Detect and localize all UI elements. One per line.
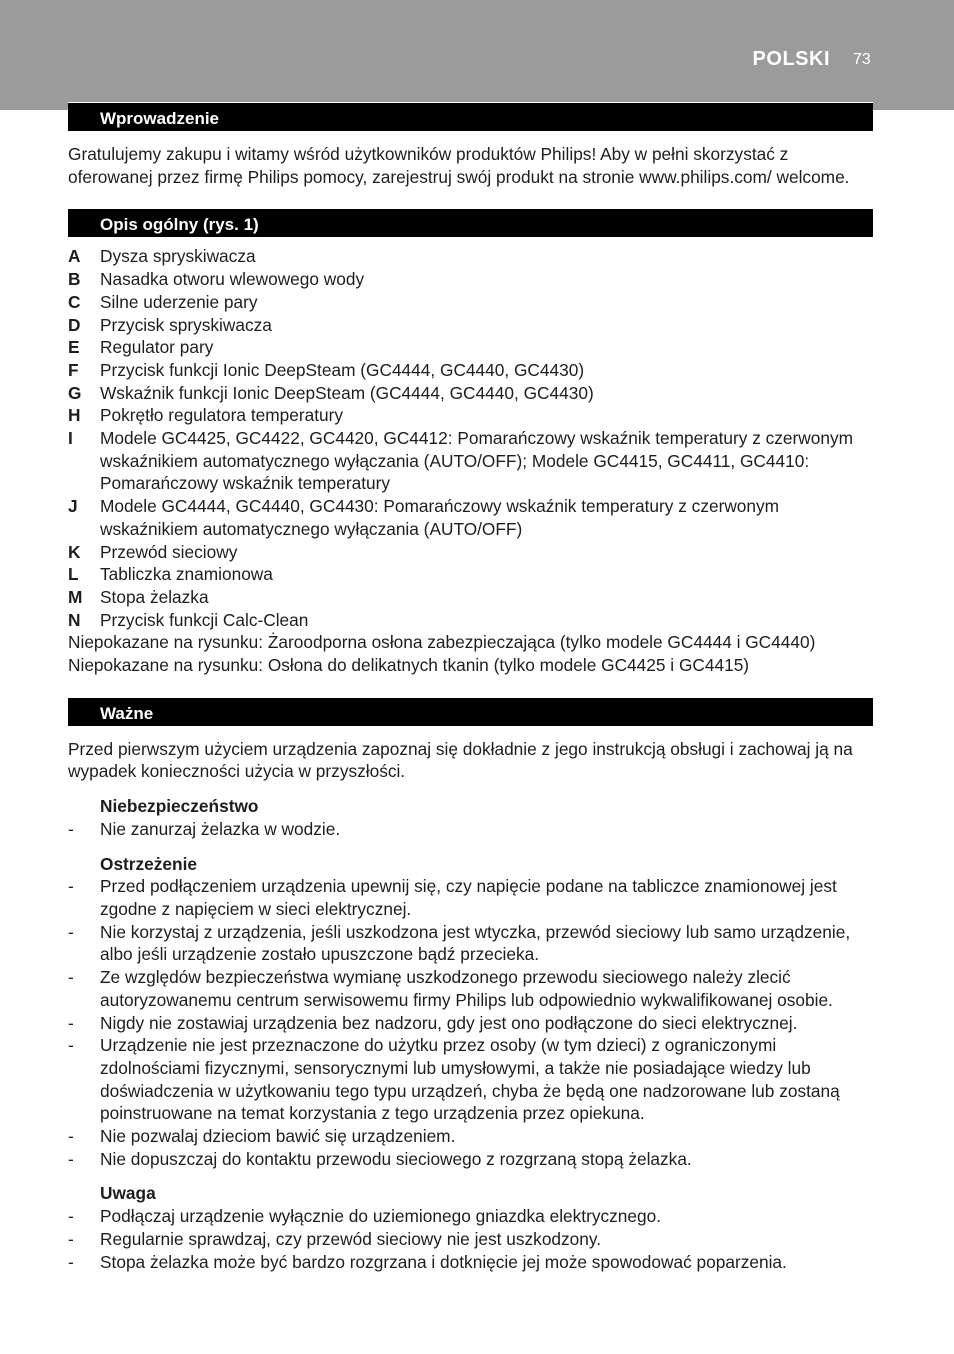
list-item: A Dysza spryskiwacza xyxy=(68,246,256,267)
list-item: N Przycisk funkcji Calc-Clean xyxy=(68,609,309,630)
list-item: - Nie korzystaj z urządzenia, jeśli uszkodzona jest wtyczka, przewód sieciowy lub samo urządzenie, albo jeśli urządzenie zostało upuszczone bądź przecieka. xyxy=(68,921,851,965)
intro-paragraph: Gratulujemy zakupu i witamy wśród użytkowników produktów Philips! Aby w pełni skorzystać z oferowanej przez firmę Philips pomocy, zarejestruj swój produkt na stronie www.philips.com/ welcome. xyxy=(68,144,850,187)
header-bar xyxy=(0,0,954,110)
list-item: - Nie dopuszczaj do kontaktu przewodu sieciowego z rozgrzaną stopą żelazka. xyxy=(68,1148,692,1169)
section-heading-overview: Opis ogólny (rys. 1) xyxy=(68,208,873,237)
important-intro: Przed pierwszym użyciem urządzenia zapoznaj się dokładnie z jego instrukcją obsługi i zachowaj ją na wypadek konieczności użycia w przyszłości. xyxy=(68,738,853,782)
section-heading-intro: Wprowadzenie xyxy=(68,102,873,131)
danger-heading: Niebezpieczeństwo xyxy=(100,796,259,817)
list-item: - Stopa żelazka może być bardzo rozgrzana i dotknięcie jej może spowodować poparzenia. xyxy=(68,1251,787,1272)
list-item: J Modele GC4444, GC4440, GC4430: Pomarańczowy wskaźnik temperatury z czerwonym wskaźnikiem automatycznego wyłączania (AUTO/OFF) xyxy=(68,496,780,539)
list-item: - Podłączaj urządzenie wyłącznie do uziemionego gniazdka elektrycznego. xyxy=(68,1206,662,1227)
language-label: POLSKI xyxy=(752,48,830,70)
list-item: K Przewód sieciowy xyxy=(68,541,238,562)
list-item: - Ze względów bezpieczeństwa wymianę uszkodzonego przewodu sieciowego należy zlecić autoryzowanemu centrum serwisowemu firmy Philips lub odpowiednio wykwalifikowanej osobie. xyxy=(68,967,833,1010)
list-item: M Stopa żelazka xyxy=(68,586,209,607)
list-item: D Przycisk spryskiwacza xyxy=(68,314,272,335)
list-item: - Nie pozwalaj dzieciom bawić się urządzeniem. xyxy=(68,1126,456,1147)
note-fabric-protector: Niepokazane na rysunku: Osłona do delikatnych tkanin (tylko modele GC4425 i GC4415) xyxy=(68,655,750,676)
list-item: - Regularnie sprawdzaj, czy przewód sieciowy nie jest uszkodzony. xyxy=(68,1228,602,1249)
warning-list xyxy=(68,875,873,1170)
list-item: I Modele GC4425, GC4422, GC4420, GC4412: Pomarańczowy wskaźnik temperatury z czerwonym wskaźnikiem automatycznego wyłączania (AUTO/OFF); Modele GC4415, GC4411, GC4410: Pomarańczowy wskaźnik temperatury xyxy=(68,428,854,494)
list-item: - Nigdy nie zostawiaj urządzenia bez nadzoru, gdy jest ono podłączone do sieci elektrycznej. xyxy=(68,1012,798,1033)
list-item: C Silne uderzenie pary xyxy=(68,291,258,312)
list-item: B Nasadka otworu wlewowego wody xyxy=(68,269,365,290)
parts-list xyxy=(68,245,873,631)
danger-list xyxy=(68,818,873,841)
list-item: L Tabliczka znamionowa xyxy=(68,564,273,585)
list-item: - Nie zanurzaj żelazka w wodzie. xyxy=(68,818,341,839)
caution-list xyxy=(68,1205,873,1273)
list-item: G Wskaźnik funkcji Ionic DeepSteam (GC4444, GC4440, GC4430) xyxy=(68,382,594,403)
section-heading-important: Ważne xyxy=(68,697,873,726)
caution-heading: Uwaga xyxy=(100,1183,156,1204)
warning-heading: Ostrzeżenie xyxy=(100,853,198,874)
list-item: - Przed podłączeniem urządzenia upewnij się, czy napięcie podane na tabliczce znamionowej jest zgodne z napięciem w sieci elektrycznej. xyxy=(68,876,837,919)
list-item: E Regulator pary xyxy=(68,337,214,358)
page-content xyxy=(68,102,873,1273)
list-item: H Pokrętło regulatora temperatury xyxy=(68,405,344,426)
note-heat-cover: Niepokazane na rysunku: Żaroodporna osłona zabezpieczająca (tylko modele GC4444 i GC4440) xyxy=(68,632,816,653)
list-item: F Przycisk funkcji Ionic DeepSteam (GC4444, GC4440, GC4430) xyxy=(68,359,585,380)
page-number: 73 xyxy=(853,51,871,68)
list-item: - Urządzenie nie jest przeznaczone do użytku przez osoby (w tym dzieci) z ograniczonymi zdolnościami fizycznymi, sensorycznymi lub umysłowymi, a także nie posiadające wiedzy lub doświadczenia w użytkowaniu tego typu urządzeń, chyba że będą one nadzorowane lub zostaną poinstruowane na temat korzystania z tego urządzenia przez opiekuna. xyxy=(68,1035,840,1124)
